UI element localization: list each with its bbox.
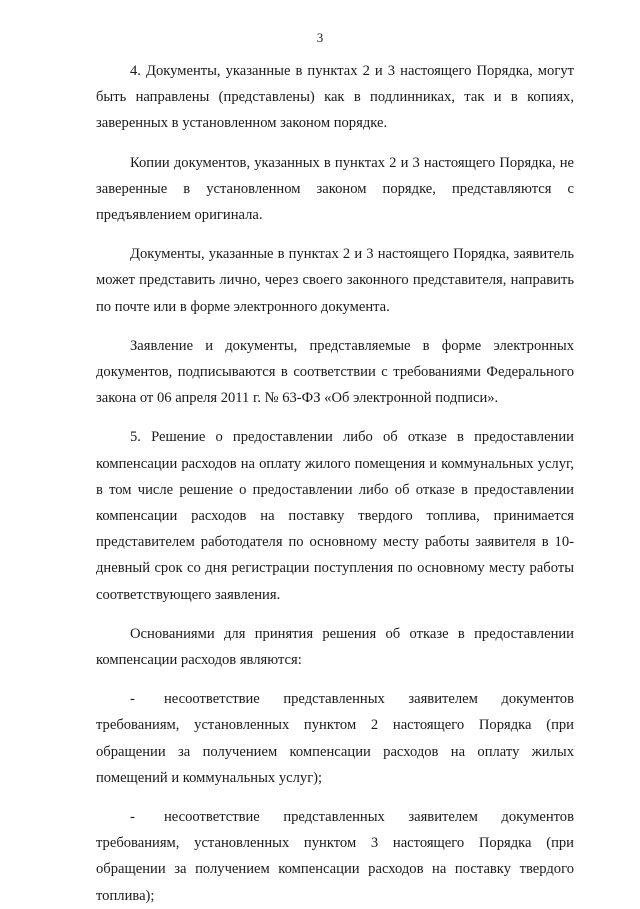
list-item-text: несоответствие представленных заявителем документов требованиям, установленных пунктом 3 настоящего Порядка (при обращении за получением компенсации расходов на поставку твердого топлива); (96, 809, 574, 904)
list-marker: - (130, 809, 135, 826)
list-marker: - (130, 691, 135, 708)
paragraph-copies: Копии документов, указанных в пунктах 2 и 3 настоящего Порядка, не заверенные в установленном законом порядке, представляются с предъявлением оригинала. (96, 154, 574, 224)
paragraph-item-4-documents: 4. Документы, указанные в пунктах 2 и 3 настоящего Порядка, могут быть направлены (представлены) как в подлинниках, так и в копиях, заверенных в установленном законом порядке. (96, 63, 574, 132)
paragraph-submission-methods: Документы, указанные в пунктах 2 и 3 настоящего Порядка, заявитель может представить лично, через своего законного представителя, направить по почте или в форме электронного документа. (96, 246, 574, 315)
list-item-text: несоответствие представленных заявителем документов требованиям, установленных пунктом 2 настоящего Порядка (при обращении за получением компенсации расходов на оплату жилых помещений и коммунальных услуг); (96, 691, 574, 786)
list-item (96, 804, 574, 909)
paragraph-refusal-grounds: Основаниями для принятия решения об отказе в предоставлении компенсации расходов являются: (96, 625, 574, 669)
list-item (96, 686, 574, 791)
paragraph-item-5-decision: 5. Решение о предоставлении либо об отказе в предоставлении компенсации расходов на оплату жилого помещения и коммунальных услуг, в том числе решение о предоставлении либо об отказе в предоставлении компенсации расходов на поставку твердого топлива, принимается представителем работодателя по основному месту работы заявителя в 10-дневный срок со дня регистрации поступления по основному месту работы соответствующего заявления. (96, 429, 574, 603)
page-number: 3 (316, 30, 324, 45)
paragraph-electronic-signature: Заявление и документы, представляемые в форме электронных документов, подписываются в соответствии с требованиями Федерального закона от 06 апреля 2011 г. № 63-ФЗ «Об электронной подписи». (96, 337, 574, 407)
document-body (96, 58, 574, 909)
